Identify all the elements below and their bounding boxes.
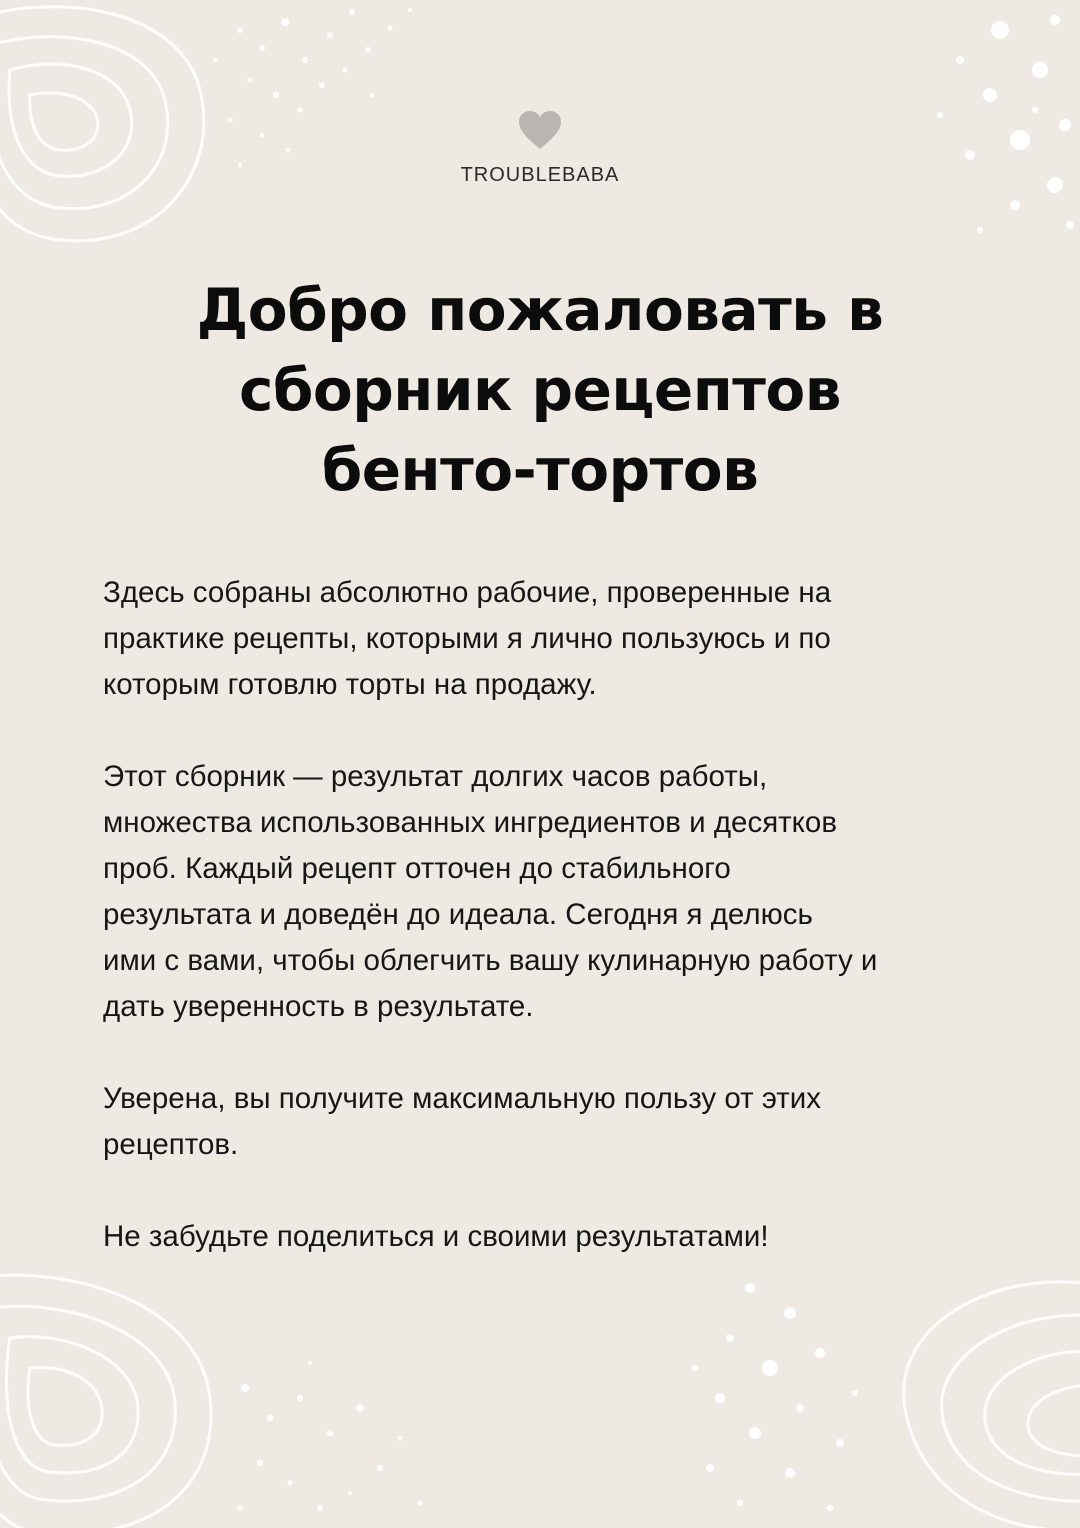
paragraph-share: Не забудьте поделиться и своими результатами!: [103, 1220, 769, 1253]
contour-decoration-bottom-right: [680, 1268, 1080, 1528]
paragraph-intro: Здесь собраны абсолютно рабочие, проверенные на практике рецепты, которыми я лично пользуюсь и по которым готовлю торты на продажу.: [103, 576, 832, 701]
heart-icon: [518, 110, 562, 150]
paragraph-benefit: Уверена, вы получите максимальную пользу от этих рецептов.: [103, 1082, 821, 1161]
intro-text: [103, 570, 1003, 1306]
contour-decoration-bottom-left: [0, 1268, 460, 1528]
paragraph-about: Этот сборник — результат долгих часов работы, множества использованных ингредиентов и десятков проб. Каждый рецепт отточен до стабильного результата и доведён до идеала. Сегодня я делюсь ими с вами, чтобы облегчить вашу кулинарную работу и дать уверенность в результате.: [103, 760, 878, 1023]
brand-name: TROUBLEBABA: [460, 164, 620, 186]
brand-header: [0, 110, 1080, 187]
page-title: Добро пожаловать в сборник рецептов бенто-тортов: [196, 276, 884, 504]
